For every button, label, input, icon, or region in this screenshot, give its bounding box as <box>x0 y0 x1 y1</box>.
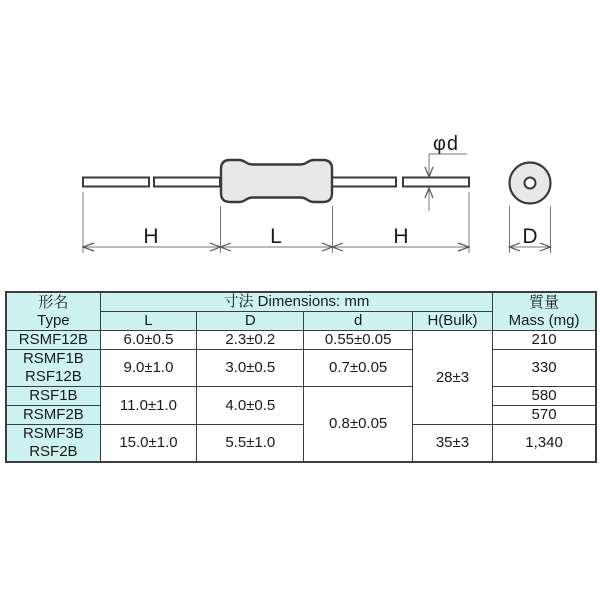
table-row <box>6 350 596 387</box>
d-upper-cell: 4.0±0.5 <box>197 387 304 425</box>
d-upper-cell: 3.0±0.5 <box>197 350 304 387</box>
lead-right-outer <box>403 178 469 187</box>
header-type-ja: 形名 <box>38 293 69 311</box>
resistor-body <box>221 160 332 202</box>
label-l: L <box>270 225 282 248</box>
d-lower-cell: 0.8±0.05 <box>304 387 412 463</box>
type-line: RSF12B <box>25 368 82 385</box>
label-d: D <box>522 225 538 248</box>
type-cell: RSMF2B <box>6 406 100 425</box>
header-type <box>6 292 100 331</box>
type-cell <box>6 350 100 387</box>
resistor-dimension-drawing <box>0 0 600 290</box>
type-line: RSMF3B <box>22 425 84 442</box>
dimension-spec-table <box>5 291 597 463</box>
label-phi-d: φd <box>432 133 460 155</box>
mass-cell: 210 <box>493 331 596 350</box>
lead-right-inner <box>332 178 396 187</box>
mass-cell: 1,340 <box>493 425 596 463</box>
mass-cell: 580 <box>493 387 596 406</box>
type-cell: RSMF12B <box>6 331 100 350</box>
h-bulk-cell: 35±3 <box>412 425 492 463</box>
header-mass-ja: 質量 <box>529 293 560 311</box>
type-line: RSMF1B <box>22 350 84 367</box>
header-row-1 <box>6 292 596 312</box>
table-row <box>6 331 596 350</box>
header-col-h-bulk: H(Bulk) <box>412 312 492 331</box>
l-cell: 9.0±1.0 <box>100 350 196 387</box>
header-mass-en: Mass (mg) <box>508 311 580 329</box>
type-cell: RSF1B <box>6 387 100 406</box>
lead-left-inner <box>154 178 220 187</box>
type-cell <box>6 425 100 463</box>
d-lower-cell: 0.55±0.05 <box>304 331 412 350</box>
header-col-d-lower: d <box>304 312 412 331</box>
d-upper-cell: 2.3±0.2 <box>197 331 304 350</box>
lead-left-outer <box>83 178 149 187</box>
header-mass <box>493 292 596 331</box>
d-upper-cell: 5.5±1.0 <box>197 425 304 463</box>
header-type-en: Type <box>37 311 70 329</box>
table-row <box>6 425 596 463</box>
type-line: RSF2B <box>29 443 78 460</box>
mass-cell: 570 <box>493 406 596 425</box>
label-h-left: H <box>143 225 159 248</box>
l-cell: 15.0±1.0 <box>100 425 196 463</box>
header-dimensions: 寸法 Dimensions: mm <box>100 292 492 312</box>
end-view-lead-hole <box>525 178 536 189</box>
mass-cell: 330 <box>493 350 596 387</box>
l-cell: 6.0±0.5 <box>100 331 196 350</box>
header-col-l: L <box>100 312 196 331</box>
label-h-right: H <box>393 225 409 248</box>
h-bulk-cell: 28±3 <box>412 331 492 425</box>
table-row <box>6 387 596 406</box>
l-cell: 11.0±1.0 <box>100 387 196 425</box>
header-col-d-upper: D <box>197 312 304 331</box>
d-lower-cell: 0.7±0.05 <box>304 350 412 387</box>
